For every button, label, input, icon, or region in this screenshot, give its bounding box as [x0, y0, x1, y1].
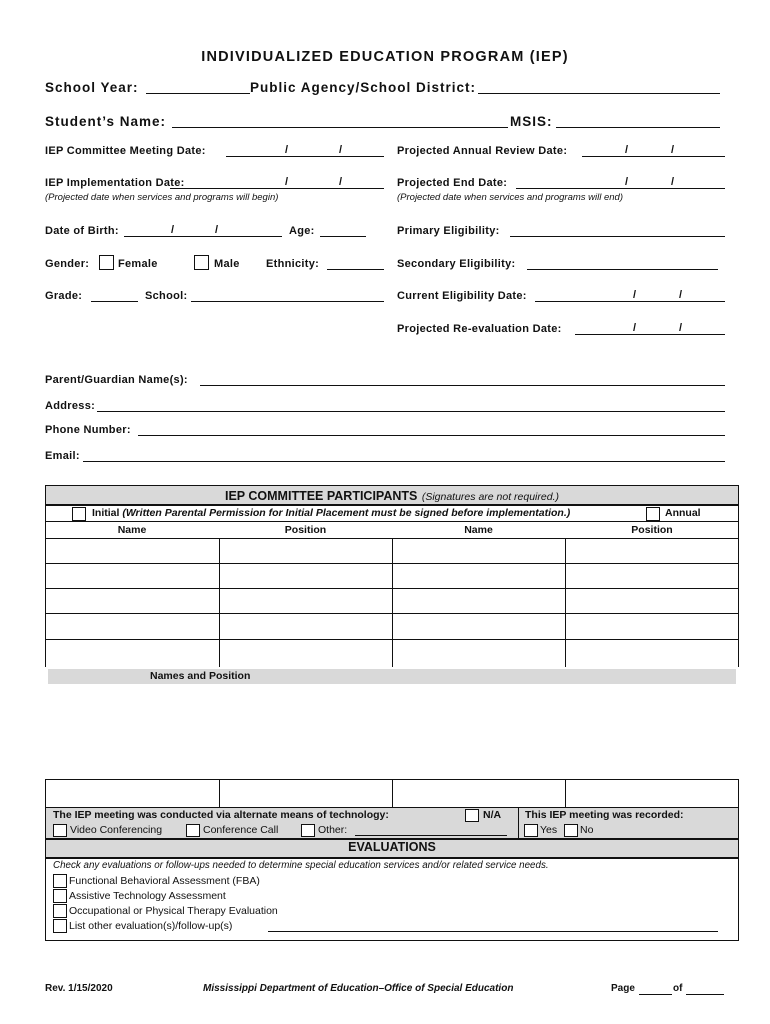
age-label: Age:: [289, 225, 315, 237]
other-evaluation-checkbox[interactable]: [53, 919, 67, 933]
student-name-label: Student’s Name:: [45, 114, 167, 129]
slash: /: [215, 224, 219, 236]
evaluations-instructions: Check any evaluations or follow-ups needed to determine special education services and/or related service needs.: [53, 860, 549, 871]
agency-field[interactable]: [478, 93, 720, 94]
grid-line: [518, 807, 519, 839]
female-checkbox[interactable]: [99, 255, 114, 270]
dob-field[interactable]: [124, 236, 282, 237]
agency-label: Public Agency/School District:: [250, 80, 477, 95]
grid-line: [738, 522, 739, 667]
implementation-date-label: IEP Implementation Date:: [45, 177, 185, 189]
dob-label: Date of Birth:: [45, 225, 119, 237]
parent-label: Parent/Guardian Name(s):: [45, 374, 188, 386]
page-number-field[interactable]: [639, 994, 672, 995]
other-checkbox[interactable]: [301, 824, 315, 837]
department-name: Mississippi Department of Education–Office of Special Education: [203, 983, 514, 994]
reevaluation-label: Projected Re-evaluation Date:: [397, 323, 562, 335]
no-checkbox[interactable]: [564, 824, 578, 837]
participant-name-cell[interactable]: [393, 539, 564, 563]
slash: /: [671, 144, 675, 156]
slash: /: [671, 176, 675, 188]
slash: /: [285, 144, 289, 156]
email-label: Email:: [45, 450, 80, 462]
student-name-field[interactable]: [172, 127, 508, 128]
column-header-name: Name: [117, 524, 147, 536]
slash: /: [625, 144, 629, 156]
participants-heading-text: IEP COMMITTEE PARTICIPANTS: [225, 489, 418, 503]
phone-field[interactable]: [138, 435, 725, 436]
evaluation-item: Assistive Technology Assessment: [69, 890, 226, 902]
revision-date: Rev. 1/15/2020: [45, 983, 113, 994]
grid-line: [219, 779, 220, 807]
slash: /: [633, 322, 637, 334]
page-total-field[interactable]: [686, 994, 724, 995]
slash: /: [339, 144, 343, 156]
page-title: INDIVIDUALIZED EDUCATION PROGRAM (IEP): [201, 49, 569, 65]
yes-label: Yes: [540, 824, 558, 836]
conference-checkbox[interactable]: [186, 824, 200, 837]
participant-position-cell[interactable]: [220, 539, 391, 563]
meeting-date-field[interactable]: [226, 156, 384, 157]
annual-review-field[interactable]: [582, 156, 725, 157]
school-field[interactable]: [191, 301, 384, 302]
technology-question: The IEP meeting was conducted via alternate means of technology:: [53, 809, 389, 821]
end-date-field[interactable]: [516, 188, 725, 189]
evaluations-heading: EVALUATIONS: [348, 840, 436, 854]
address-field[interactable]: [97, 411, 725, 412]
initial-checkbox[interactable]: [72, 507, 86, 521]
annual-checkbox[interactable]: [646, 507, 660, 521]
grid-line: [45, 779, 46, 807]
female-label: Female: [118, 258, 158, 270]
male-checkbox[interactable]: [194, 255, 209, 270]
address-label: Address:: [45, 400, 96, 412]
reevaluation-field[interactable]: [575, 334, 725, 335]
primary-eligibility-label: Primary Eligibility:: [397, 225, 500, 237]
page-label: Page: [611, 983, 635, 994]
grade-field[interactable]: [91, 301, 138, 302]
slash: /: [679, 289, 683, 301]
conference-label: Conference Call: [203, 824, 279, 836]
recorded-question: This IEP meeting was recorded:: [525, 809, 684, 821]
slash: /: [171, 224, 175, 236]
school-year-label: School Year:: [45, 80, 139, 95]
annual-label: Annual: [665, 507, 701, 519]
slash: /: [679, 322, 683, 334]
parent-field[interactable]: [200, 385, 725, 386]
current-eligibility-label: Current Eligibility Date:: [397, 290, 527, 302]
column-header-position: Position: [631, 524, 673, 536]
male-label: Male: [214, 258, 240, 270]
participant-position-cell[interactable]: [566, 539, 737, 563]
age-field[interactable]: [320, 236, 366, 237]
grid-line: [45, 588, 739, 589]
secondary-eligibility-field[interactable]: [527, 269, 718, 270]
phone-label: Phone Number:: [45, 424, 131, 436]
na-label: N/A: [483, 809, 502, 821]
evaluation-item: Occupational or Physical Therapy Evaluation: [69, 905, 278, 917]
grid-line: [45, 639, 739, 640]
participant-name-cell[interactable]: [46, 539, 218, 563]
evaluation-item: List other evaluation(s)/follow-up(s): [69, 920, 233, 932]
gender-label: Gender:: [45, 258, 90, 270]
evaluation-item: Functional Behavioral Assessment (FBA): [69, 875, 260, 887]
school-label: School:: [145, 290, 188, 302]
video-label: Video Conferencing: [70, 824, 163, 836]
end-note: (Projected date when services and programs will end): [397, 192, 623, 203]
slash: /: [339, 176, 343, 188]
ot-pt-checkbox[interactable]: [53, 904, 67, 918]
grade-label: Grade:: [45, 290, 83, 302]
other-evaluation-field[interactable]: [268, 931, 718, 932]
implementation-note: (Projected date when services and programs will begin): [45, 192, 279, 203]
other-field[interactable]: [355, 835, 507, 836]
na-checkbox[interactable]: [465, 809, 479, 822]
column-header-name: Name: [464, 524, 493, 536]
secondary-eligibility-label: Secondary Eligibility:: [397, 258, 516, 270]
initial-note: (Written Parental Permission for Initial Placement must be signed before implementation.): [122, 507, 571, 519]
ethnicity-label: Ethnicity:: [266, 258, 320, 270]
current-eligibility-field[interactable]: [535, 301, 725, 302]
other-label: Other:: [318, 824, 348, 836]
email-field[interactable]: [83, 461, 725, 462]
grid-line: [738, 779, 739, 807]
slash: /: [633, 289, 637, 301]
video-checkbox[interactable]: [53, 824, 67, 837]
participants-heading: [45, 487, 739, 505]
end-date-label: Projected End Date:: [397, 177, 508, 189]
grid-line: [565, 779, 566, 807]
annual-review-label: Projected Annual Review Date:: [397, 145, 568, 157]
slash: /: [285, 176, 289, 188]
primary-eligibility-field[interactable]: [510, 236, 725, 237]
no-label: No: [580, 824, 594, 836]
fba-checkbox[interactable]: [53, 874, 67, 888]
assistive-tech-checkbox[interactable]: [53, 889, 67, 903]
of-label: of: [673, 983, 683, 994]
msis-label: MSIS:: [510, 114, 553, 129]
implementation-date-field[interactable]: [170, 188, 384, 189]
initial-row-text: [92, 507, 570, 519]
ethnicity-field[interactable]: [327, 269, 384, 270]
slash: /: [625, 176, 629, 188]
school-year-field[interactable]: [146, 93, 250, 94]
msis-field[interactable]: [556, 127, 720, 128]
participants-heading-note: (Signatures are not required.): [421, 491, 559, 503]
initial-label: Initial: [92, 507, 120, 519]
grid-line: [45, 563, 739, 564]
names-position-label: Names and Position: [150, 670, 251, 682]
yes-checkbox[interactable]: [524, 824, 538, 837]
meeting-date-label: IEP Committee Meeting Date:: [45, 145, 206, 157]
grid-line: [392, 779, 393, 807]
grid-line: [45, 613, 739, 614]
column-header-position: Position: [284, 524, 327, 536]
